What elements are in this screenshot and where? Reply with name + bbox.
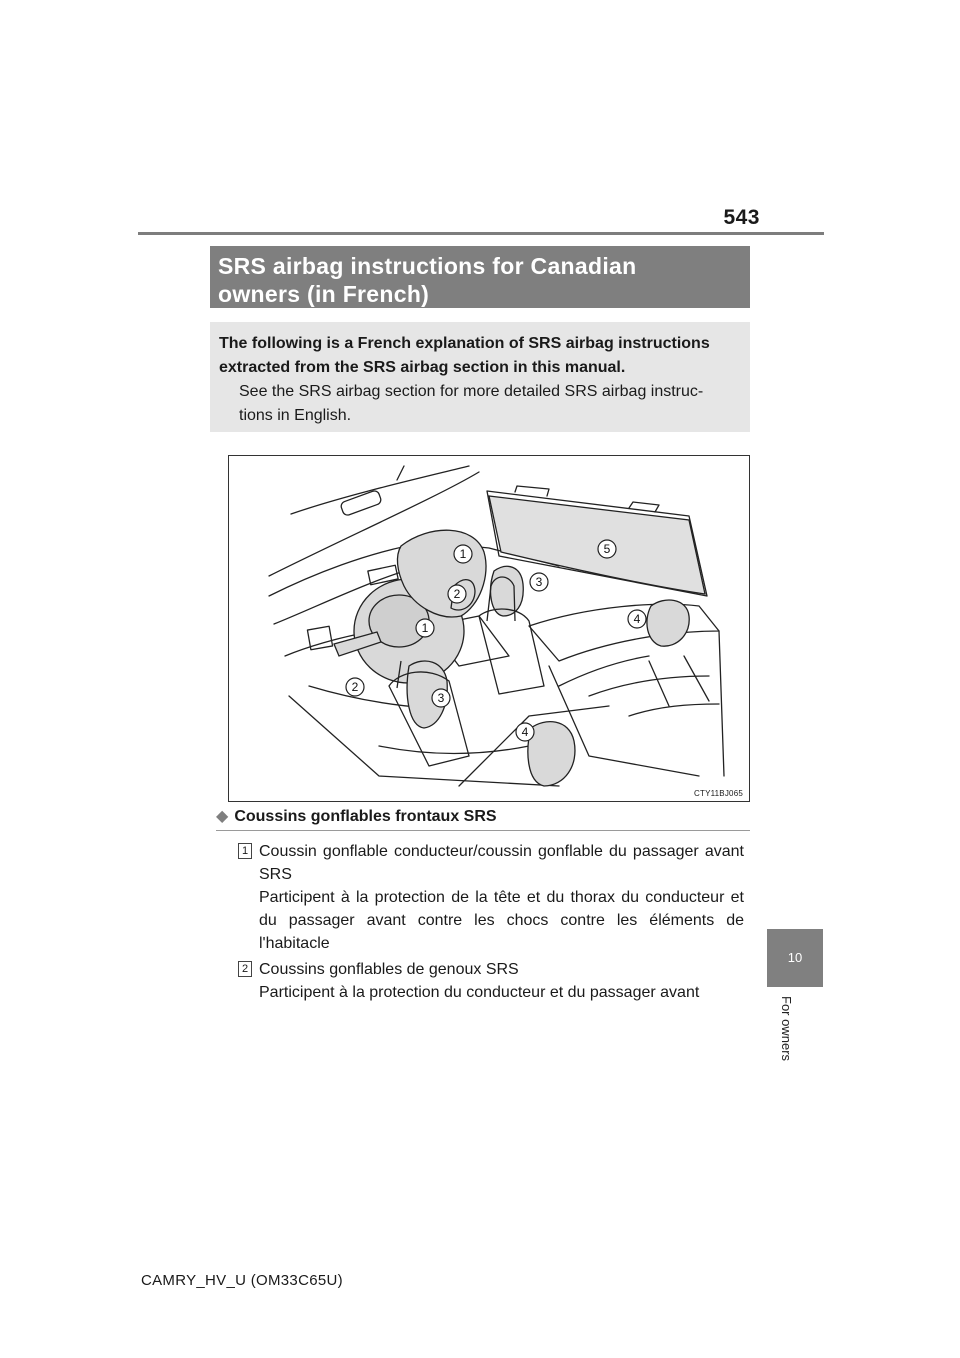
item-description: Participent à la protection du conducteur et du passager avant — [259, 984, 700, 1001]
callout-label: 3 — [437, 691, 445, 705]
callout-label: 1 — [421, 621, 429, 635]
airbag-illustration — [228, 455, 750, 802]
subsection-heading-text: Coussins gonflables frontaux SRS — [234, 808, 497, 825]
intro-bold-line-1: The following is a French explanation of SRS airbag instructions — [219, 335, 710, 352]
list-item — [241, 958, 744, 1004]
item-title: Coussin gonflable conducteur/coussin gonflable du passager avant SRS — [259, 843, 744, 883]
callout-label: 4 — [521, 725, 529, 739]
page-number: 543 — [723, 206, 760, 229]
callout-label: 5 — [603, 542, 611, 556]
item-title: Coussins gonflables de genoux SRS — [259, 961, 519, 978]
section-title — [210, 246, 750, 308]
header-rule — [138, 232, 824, 235]
callout-label: 3 — [535, 575, 543, 589]
callout-label: 2 — [453, 587, 461, 601]
item-number: 1 — [238, 843, 252, 859]
chapter-tab-label: For owners — [779, 996, 794, 1062]
item-number: 2 — [238, 961, 252, 977]
intro-box — [210, 322, 750, 432]
subsection-heading — [216, 806, 750, 831]
chapter-tab: 10 — [767, 929, 823, 987]
intro-bold-line-2: extracted from the SRS airbag section in this manual. — [219, 359, 626, 376]
footer-model-code: CAMRY_HV_U (OM33C65U) — [141, 1272, 343, 1289]
section-title-line-1: SRS airbag instructions for Canadian — [218, 253, 637, 279]
car-interior-drawing — [229, 456, 749, 801]
intro-sub-line-2: tions in English. — [239, 407, 352, 424]
diamond-bullet-icon: ◆ — [216, 808, 229, 825]
callout-label: 2 — [351, 680, 359, 694]
intro-sub-line-1: See the SRS airbag section for more detailed SRS airbag instruc- — [239, 383, 704, 400]
list-item — [241, 840, 744, 955]
callout-label: 1 — [459, 547, 467, 561]
figure-code: CTY11BJ065 — [694, 789, 743, 798]
section-title-line-2: owners (in French) — [218, 281, 430, 307]
item-description: Participent à la protection de la tête et du thorax du conducteur et du passager avant contre les chocs contre les éléments de l'habitacle — [259, 889, 744, 952]
callout-label: 4 — [633, 612, 641, 626]
